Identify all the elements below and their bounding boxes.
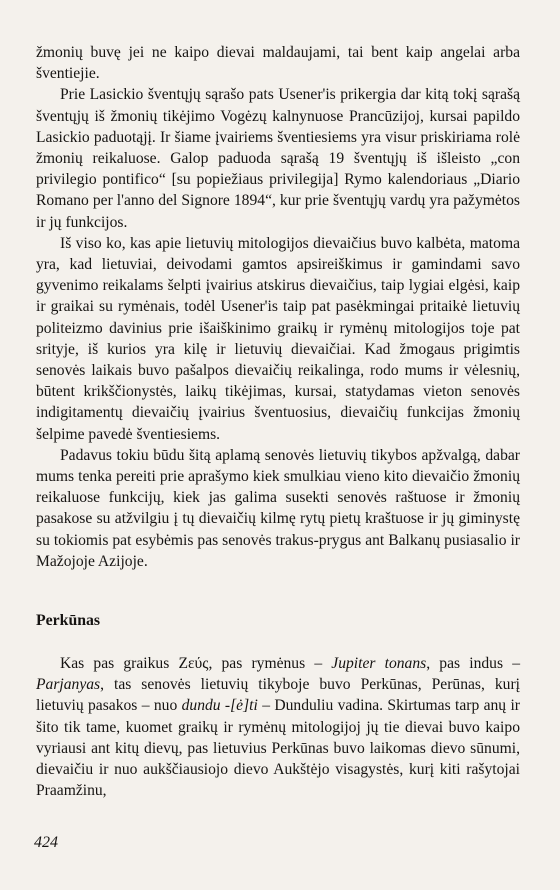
text-run: , pas indus – — [426, 655, 521, 673]
italic-dundu: dundu -[ė]ti — [181, 697, 258, 715]
paragraph-perkunas — [36, 653, 520, 801]
text-run: – Dunduliu vadina. Skirtumas tarp anų ir šito tik tame, kuomet graikų ir rymėnų mitologijoj jų tie dievai buvo kaipo vyriausi ant kitų dievų, pas lietuvius Perkūnas buvo laikomas dievo sūnumi, dievaičiu ir nuo aukščiausiojo dievo Aukštėjo visagystės, kurį kiti rašytojai Praamžinu, — [36, 697, 520, 800]
italic-jupiter-tonans: Jupiter tonans — [331, 655, 427, 673]
italic-parjanyas: Parjanyas — [36, 676, 101, 694]
text-run: , pas rymėnus – — [208, 655, 332, 673]
paragraph-1: žmonių buvę jei ne kaipo dievai maldaujami, tai bent kaip angelai arba šventiejie. — [36, 44, 520, 83]
text-run: , tas senovės lietuvių tikyboje buvo Perkūnas, Perūnas, kurį lietuvių pasakos – nuo — [36, 676, 520, 715]
paragraph-3: Iš viso ko, kas apie lietuvių mitologijos dievaičius buvo kalbėta, matoma yra, kad lietuviai, deivodami gamtos apsireiškimus ir gamindami savo gyvenimo reikalams šelpti įvairius atskirus dievaičius, taip lygiai elgėsi, kaip ir graikai su rymėnais, todėl Usener'is taip pat pasėkmingai pritaikė lietuvių politeizmo davinius prie išaiškinimo graikų ir rymėnų mitologijos toje pat srityje, iš kurios yra kilę ir lietuvių dievaičiai. Kad žmogaus prigimtis senovės laikais buvo pašalpos dievaičių reikalinga, rodo mums ir vėlesnių, būtent krikščionystės, laikų tikėjimas, kursai, statydamas vieton senovės indigitamentų dievaičių įvairius šventuosius, dievaičių funkcijas žmonių šelpime pavedė šventiesiems. — [36, 234, 520, 443]
paragraph-2: Prie Lasickio šventųjų sąrašo pats Usener'is prikergia dar kitą tokį sąrašą šventųjų iš žmonių tikėjimo Vogėzų kalnynuose Prancūzijoj, kursai papildo Lasickio paduotąjį. Ir šiame įvairiems šventiesiems yra visur priskiriama rolė žmonių reikaluose. Galop paduoda sąrašą 19 šventųjų iš išleisto „con privilegio pontifico“ [su popiežiaus privilegija] Rymo kalendoriaus „Diario Romano per l'anno del Signore 1894“, kur prie šventųjų vardų yra pažymėtos ir jų funkcijos. — [36, 86, 520, 231]
text-run: Kas pas graikus — [60, 655, 179, 673]
section-heading: Perkūnas — [36, 612, 101, 630]
paragraph-4: Padavus tokiu būdu šitą aplamą senovės lietuvių tikybos apžvalgą, dabar mums tenka pereiti prie aprašymo kiek smulkiau vieno kito dievaičio žmonių reikaluose funkcijų, kiek jas galima susekti senovės raštuose ir žmonių pasakose su atžvilgiu į tų dievaičių kilmę rytų pietų kraštuose ir jų giminystę su tokiomis pat esybėmis pas senovės trakus-prygus ant Balkanų pusiasalio ir Mažojoje Azijoje. — [36, 446, 520, 570]
page-number: 424 — [34, 834, 58, 851]
greek-zeus: Ζεύς — [178, 655, 209, 673]
